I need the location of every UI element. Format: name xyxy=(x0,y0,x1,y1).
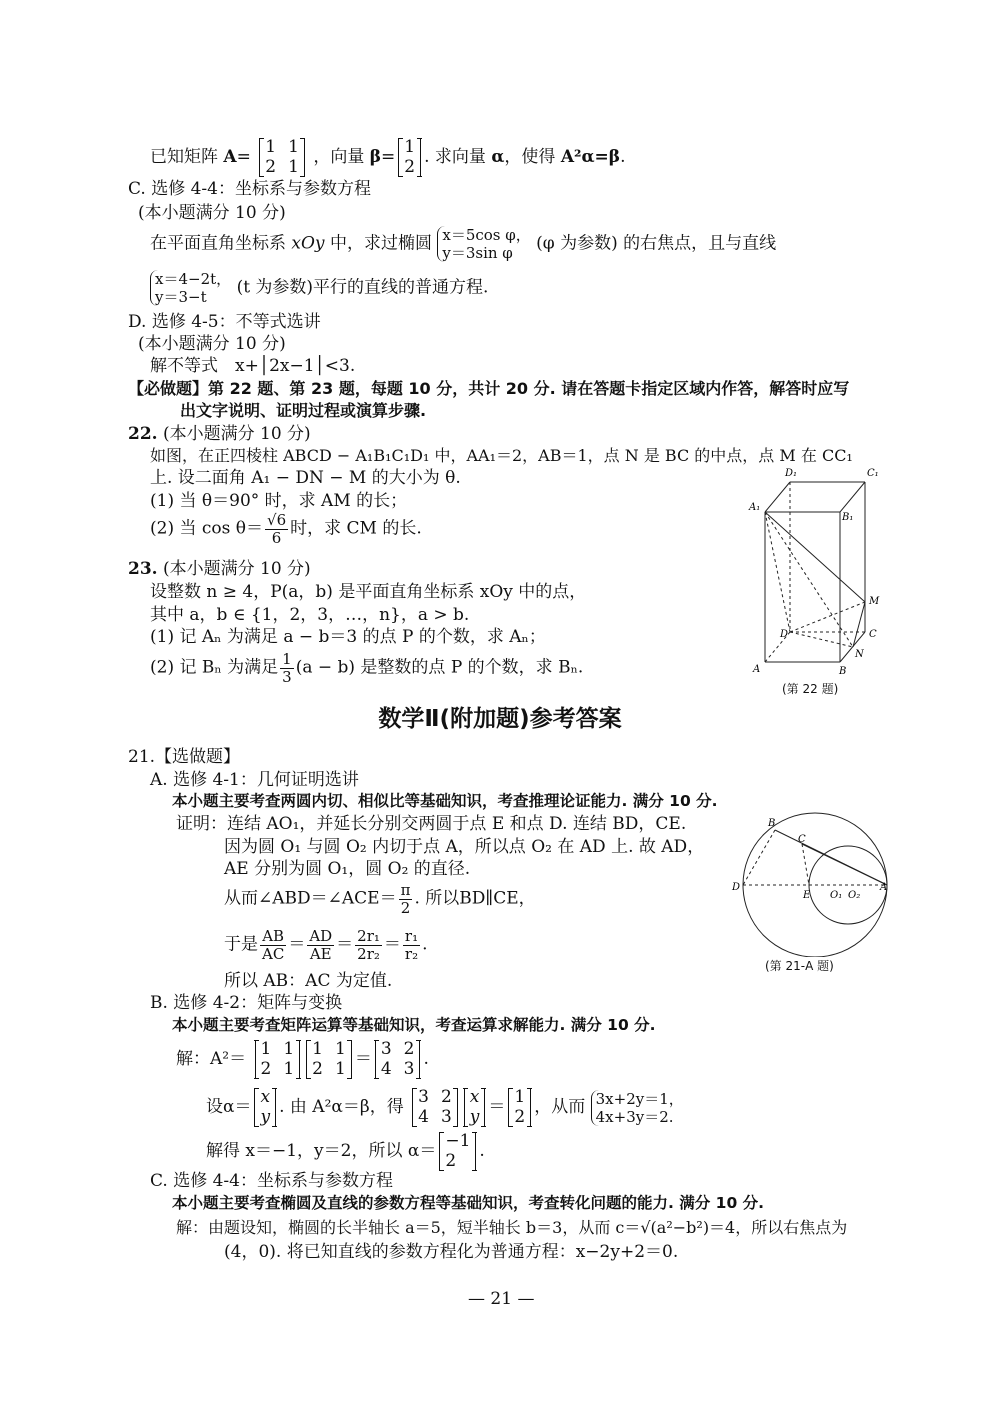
label-A1: A₁ xyxy=(749,502,761,513)
q23-line2: 其中 a，b ∈ {1，2，3，…，n}，a > b. xyxy=(150,605,470,625)
a21a-heading: A. 选修 4-1：几何证明选讲 xyxy=(150,770,359,790)
label-C1: C₁ xyxy=(867,468,879,479)
label-circ-B: B xyxy=(768,818,776,829)
q22-line1: 如图，在正四棱柱 ABCD − A₁B₁C₁D₁ 中，AA₁＝2，AB＝1，点 N 是 BC 的中点，点 M 在 CC₁ xyxy=(150,446,853,465)
a21c-line2: (4，0). 将已知直线的参数方程化为普通方程：x−2y+2＝0. xyxy=(224,1242,679,1262)
a21a-line2: 因为圆 O₁ 与圆 O₂ 内切于点 A，所以点 O₂ 在 AD 上. 故 AD， xyxy=(224,837,705,857)
label-circ-O2: O₂ xyxy=(848,890,861,901)
a21a-caption: (第 21-A 题) xyxy=(765,959,834,973)
a21-heading: 21.【选做题】 xyxy=(128,747,241,767)
a21c-desc: 本小题主要考查椭圆及直线的参数方程等基础知识，考查转化问题的能力. 满分 10 分. xyxy=(172,1194,765,1212)
label-M: M xyxy=(869,596,880,607)
label-B1: B₁ xyxy=(842,512,854,523)
label-A: A xyxy=(753,664,761,675)
q23-part2: (2) 记 Bₙ 为满足 $\frac{1}{3}$ (a − b) 是整数的点 P 的个数，求 Bₙ. xyxy=(150,650,584,686)
label-C: C xyxy=(869,629,877,640)
label-circ-D: D xyxy=(732,882,741,893)
label-D: D xyxy=(780,629,789,640)
page-number: — 21 — xyxy=(468,1289,535,1309)
label-circ-E: E xyxy=(803,890,811,901)
q21d-score: (本小题满分 10 分) xyxy=(138,334,286,354)
a21a-line3: AE 分别为圆 O₁，圆 O₂ 的直径. xyxy=(224,859,471,879)
q22-part2: (2) 当 cos θ＝ $\frac{√6}{6}$ 时，求 CM 的长. xyxy=(150,511,422,547)
vector-beta: 1 2 xyxy=(398,138,421,177)
q22-part1: (1) 当 θ＝90° 时，求 AM 的长； xyxy=(150,491,408,511)
ellipse-system: x＝5cos φ， y＝3sin φ xyxy=(437,226,530,262)
q21b-matrix-line: 已知矩阵 A= 1 1 2 1 ，向量 β= 1 2 . 求向量 α，使得 A²α=β. xyxy=(150,137,626,177)
q22-caption: (第 22 题) xyxy=(782,682,839,696)
q23-line1: 设整数 n ≥ 4，P(a，b) 是平面直角坐标系 xOy 中的点， xyxy=(150,582,587,602)
a21b-heading: B. 选修 4-2：矩阵与变换 xyxy=(150,993,343,1013)
label-B: B xyxy=(839,666,847,677)
circles-figure xyxy=(730,812,895,957)
a21a-desc: 本小题主要考查两圆内切、相似比等基础知识，考查推理论证能力. 满分 10 分. xyxy=(172,792,718,810)
matrix-A: 1 1 2 1 xyxy=(259,138,305,177)
a21c-line1: 解：由题设知，椭圆的长半轴长 a＝5，短半轴长 b＝3，从而 c＝√(a²−b²)＝4，所以右焦点为 xyxy=(176,1218,848,1237)
q21d-heading: D. 选修 4-5：不等式选讲 xyxy=(128,312,321,332)
q21c-score: (本小题满分 10 分) xyxy=(138,203,286,223)
label-circ-A: A xyxy=(880,882,888,893)
q23-part1: (1) 记 Aₙ 为满足 a − b＝3 的点 P 的个数，求 Aₙ； xyxy=(150,627,546,647)
a21b-line1: 解：A²＝ 1 1 2 1 1 1 2 1 ＝ 3 2 4 3 . xyxy=(176,1039,429,1079)
a21a-line1: 证明：连结 AO₁，并延长分别交两圆于点 E 和点 D. 连结 BD，CE. xyxy=(176,814,687,834)
label-circ-C: C xyxy=(798,834,806,845)
q21d-text: 解不等式 x+│2x−1│<3. xyxy=(150,356,356,376)
q21c-heading: C. 选修 4-4：坐标系与参数方程 xyxy=(128,179,371,199)
q21c-line2: x＝4−2t， y＝3−t (t 为参数)平行的直线的普通方程. xyxy=(150,270,488,306)
q22-header: 22. (本小题满分 10 分) xyxy=(128,424,311,444)
a21a-line5: 于是 $\frac{AB}{AC}$ ＝ $\frac{AD}{AE}$ ＝ $\frac{\text{2r₁}}{\text{2r₂}}$ ＝ $\frac{\text{r₁}}{\text{r₂}}$ . xyxy=(224,927,428,963)
must-do-line2: 出文字说明、证明过程或演算步骤. xyxy=(180,401,427,420)
q22-line2: 上. 设二面角 A₁ − DN − M 的大小为 θ. xyxy=(150,468,461,488)
line-system: x＝4−2t， y＝3−t xyxy=(150,270,231,306)
a21a-line4: 从而∠ABD＝∠ACE＝ $\frac{\pi}{2}$ . 所以BD∥CE， xyxy=(224,881,536,917)
q23-header: 23. (本小题满分 10 分) xyxy=(128,559,311,579)
answer-title: 数学Ⅱ(附加题)参考答案 xyxy=(378,706,622,732)
label-circ-O1: O₁ xyxy=(830,890,843,901)
label-N: N xyxy=(855,649,864,660)
a21b-line3: 解得 x＝−1，y＝2，所以 α＝ −1 2 . xyxy=(206,1131,485,1171)
a21c-heading: C. 选修 4-4：坐标系与参数方程 xyxy=(150,1171,393,1191)
a21b-line2: 设α＝ x y . 由 A²α＝β，得 3 2 4 3 x y ＝ 1 2 ，从而 3x+2y＝1， 4x+3y＝2. xyxy=(206,1087,684,1127)
a21b-desc: 本小题主要考查矩阵运算等基础知识，考查运算求解能力. 满分 10 分. xyxy=(172,1016,656,1034)
a21a-line6: 所以 AB：AC 为定值. xyxy=(224,971,393,991)
prism-figure xyxy=(745,462,895,682)
must-do-line1: 【必做题】第 22 题、第 23 题，每题 10 分，共计 20 分. 请在答题卡指定区域内作答，解答时应写 xyxy=(128,379,850,398)
label-D1: D₁ xyxy=(785,468,798,479)
q21c-line1: 在平面直角坐标系 xOy 中，求过椭圆 x＝5cos φ， y＝3sin φ (φ 为参数) 的右焦点，且与直线 xyxy=(150,226,777,262)
